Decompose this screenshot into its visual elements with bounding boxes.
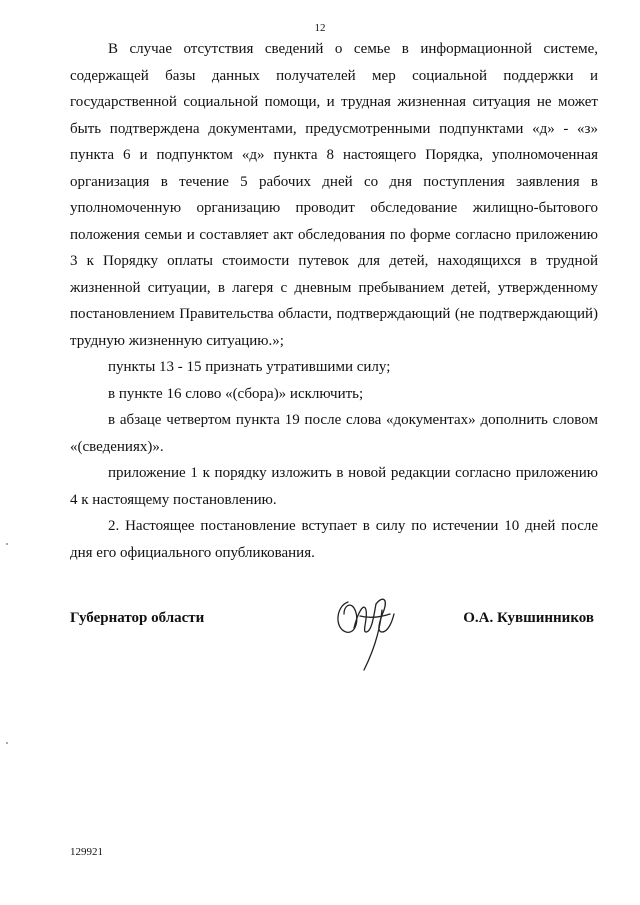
signatory-position: Губернатор области bbox=[70, 610, 205, 626]
paragraph-survey-clause: В случае отсутствия сведений о семье в информационной системе, содержащей базы данных получателей мер социальной поддержки и государственной социальной помощи, и трудная жизненная ситуация не может быть подтверждена документами, предусмотренными подпунктами «д» - «з» пункта 6 и подпунктом «д» пункта 8 настоящего Порядка, уполномоченная организация в течение 5 рабочих дней со дня поступления заявления в уполномоченную организацию проводит обследование жилищно-бытового положения семьи и составляет акт обследования по форме согласно приложению 3 к Порядку оплаты стоимости путевок для детей, находящихся в трудной жизненной ситуации, в лагеря с дневным пребыванием детей, утвержденному постановлением Правительства области, подтверждающий (не подтверждающий) трудную жизненную ситуацию.»; bbox=[70, 41, 598, 349]
paragraph-effective-date: 2. Настоящее постановление вступает в силу по истечении 10 дней после дня его официального опубликования. bbox=[70, 518, 598, 561]
page-number: 12 bbox=[314, 22, 326, 34]
signatory-name: О.А. Кувшинников bbox=[463, 610, 594, 626]
paragraph-appendix-1: приложение 1 к порядку изложить в новой редакции согласно приложению 4 к настоящему постановлению. bbox=[70, 465, 598, 508]
margin-dot bbox=[6, 543, 8, 545]
margin-dot bbox=[6, 742, 8, 744]
paragraph-item-19: в абзаце четвертом пункта 19 после слова «документах» дополнить словом «(сведениях)». bbox=[70, 412, 598, 455]
document-body bbox=[70, 36, 598, 566]
document-number: 129921 bbox=[70, 846, 103, 858]
paragraph-items-13-15: пункты 13 - 15 признать утратившими силу; bbox=[108, 359, 391, 375]
paragraph-item-16: в пункте 16 слово «(сбора)» исключить; bbox=[108, 385, 364, 402]
handwritten-signature bbox=[330, 588, 400, 674]
